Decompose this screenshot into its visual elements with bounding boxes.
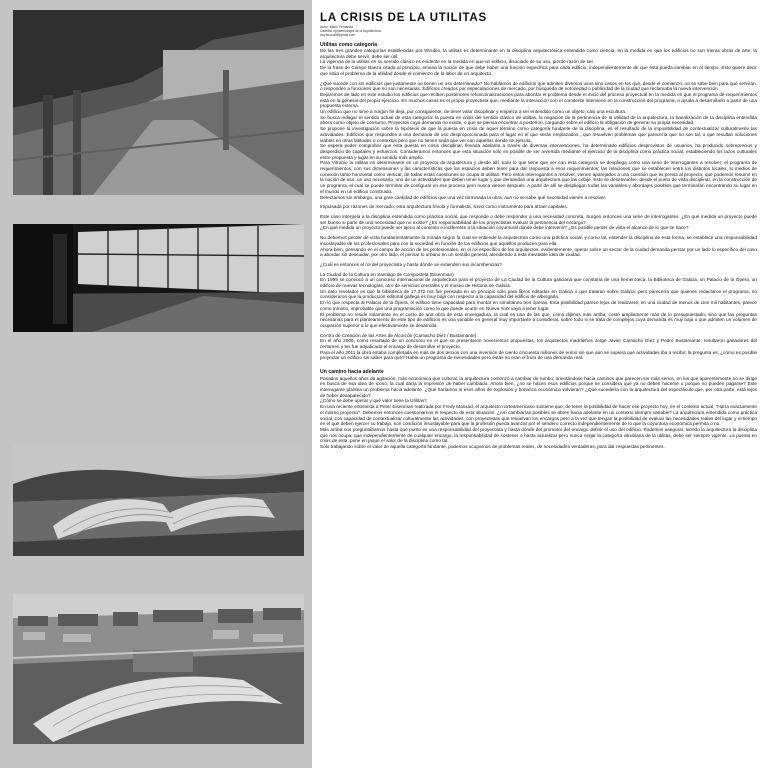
paragraph: ¿Cuál es entonces el rol del proyectista y hasta dónde se extienden sus incumbencias? xyxy=(320,261,502,267)
email-line[interactable]: arq.finosolit@gmail.com xyxy=(320,33,356,38)
paragraph: La Ciudad de la Cultura en Santiago de Compostela (Eisenman) xyxy=(320,271,454,277)
glazed-hall-interior-photo xyxy=(13,224,304,332)
document-title: LA CRISIS DE LA UTILITAS xyxy=(320,12,487,24)
paragraph: Dejaremos de lado en este estudio los edificios que reciben posteriores refuncionalizaciones para abordar el problema desde el inicio del proceso proyectual en la medida en que el programa de requerimientos está en la génesis del propio ejercicio. En muchos casos es el propio proyectista que, mediante la interacción con el comitente interviene en la construcción del programa, o ayuda a desarrollarlo a partir de una propuesta externa. xyxy=(320,91,757,109)
paragraph: Se busca indagar el sentido actual de esta categoría: la puesta en crisis del sentido clásico de utilitas, la negación de la pertinencia de la utilidad de la arquitectura, la banalización de la disciplina entendida ahora como objeto de consumo. Proyectos cuya demanda no existe, o que se piensa encontrar a posteriori, cargando sobre el edificio la obligación de generar su propia necesidad. xyxy=(320,114,757,126)
alcorcon-arts-center-aerial-photo xyxy=(13,594,304,744)
paragraph: De las tres grandes categorías establecidas por Vitrubio, la utilitas es determinante en la disciplina arquitectónica entendida como ciencia, en la medida en que los edificios no son meras obras de arte; la arquitectura debe servir, debe ser útil. xyxy=(320,48,757,59)
article-column xyxy=(320,12,757,764)
paragraph: De la frase de Campo Baeza citada al principio, emana la noción de que debe haber una función específica para cada edificio, independientemente de que ésta pueda cambiar en el tiempo. Esto quiere decir que sitúa el problema de la utilidad desde el comienzo de la labor de un arquitecto. xyxy=(320,65,757,76)
paragraph: Para Vitrubio la utilitas es determinante en un proyecto de arquitectura y desde allí, todo lo que tiene que ver con esta categoría se despliega como una serie de interrogantes a resolver; el programa de requerimientos, con sus dimensiones y las características que los espacios deben tener para dar respuesta a esos requerimientos; las relaciones que se establecen entre los distintos locales, lo medios de conexión tanto horizontal como vertical, de todas estas cuestiones se ocupa la utilitas. Pero estos interrogantes a resolver, vienen aparejados a una cuestión que es previa al proyecto, que podemos resumir en la noción de uso: un uso necesario, uno de un actividades que deben tener lugar y que demandan una arquitectura que las cobije. Esto se desenvuelve, desde el punto de vista disciplinar, en la construcción de un programa, el cual se puede terminar de configurar en ese proceso pero nunca vienen después. A partir de allí se despliegan todas las variables y abordajes posibles que terminarán encontrando su lugar en el mundo en un edificio construido. xyxy=(320,160,757,194)
paragraph: Impulsada por razones de mercado, esta arquitectura frívola y formalista, sirvió como instrumento para atraer capitales. xyxy=(320,204,569,210)
paragraph: Se espera poder comprobar que esta puesta en crisis disciplinar, llevada adelante a través de diversas intervenciones, ha determinado edificios desprovistos de usuarios, ha producido sobreprecios y desperdicio de capitales y esfuerzos. Consideramos entonces que esta situación sólo es posible de ser revertida mediante el ejercicio de la disciplina como práctica social, estableciendo los lazos culturales entre propuesta y lugar en su sentido más amplio. xyxy=(320,143,757,160)
paragraph: Pasados aquellos años de agitación, más económica que cultural, la arquitectura comenzó a cambiar de rumbo; orientándose hacia caminos que parecen ser más serios, en los que aparentemente no se dirige en busca de esa idea de icono, la cual daría la impresión de haber cambiado. Ahora bien, ¿no se hacen esos edificios porque se considera que ya no deben hacerse o porque no pueden pagarse? Este interrogante plantea un problema hacia adelante. ¿Qué haríamos si esos años de explosión y bonanza económica volvieran? ¿Qué sucedería con la arquitectura del espectáculo que, por otra parte, está lejos de haber desaparecido? xyxy=(320,375,757,398)
paragraph: ¿Cómo se debe operar y qué valor tiene la Utilitas? xyxy=(320,398,427,404)
course-line: Cátedra: epistemología de la Arquitectura. xyxy=(320,29,382,34)
article-body xyxy=(320,42,757,450)
paragraph: Un dato revelador es que la biblioteca de 17.372 m2 fue pensada en un principio sólo para libros editados en Galicia o que trataran sobre Galicia; pero parecería que quienes redactaron el programa, no consideraron que la producción editorial gallega es muy baja con respecto a la capacidad del edificio de albergarla. xyxy=(320,288,757,300)
paragraph: Centro de Creación de las Artes de Alcorcón (Camacho Diez / Bustamante) xyxy=(320,332,477,338)
paragraph: Este caso interpela a la disciplina entendida como práctica social, que responde o debe responder a una necesidad concreta. Surgen entonces una serie de interrogantes. ¿En qué medida un proyecto puede ser bueno si parte de una necesidad que no existe? ¿Es responsabilidad de los proyectistas evaluar la pertinencia del encargo? xyxy=(320,214,757,225)
paragraph-gap xyxy=(320,361,757,365)
concrete-interior-overhang-photo xyxy=(13,10,304,195)
section-heading: Utilitas como categoría xyxy=(320,41,378,48)
paragraph: Ahora bien, pensando en el campo de acción de los profesionales, en el rol específico de los arquitectos, evidentemente, operar sobre un sector de la ciudad demanda pensar por un lado lo específico del caso a abordar sin descuidar, por otro lado, el pensar lo urbano en un sentido general, atendiendo a esta inevitable idea de ciudad. xyxy=(320,246,757,258)
paragraph: En lo que respecta al Palacio de la Ópera, el edificio tiene capacidad para montar en simultáneo tres óperas. Esta posibilidad parece lejos de realizarse; en una ciudad de menos de cien mil habitantes, parece como mínimo, improbable que una programación como la que puede ocurrir en Nueva York vaya a tener lugar. xyxy=(320,300,757,311)
paragraph: ¿En qué medida un proyecto puede ser ajeno al contexto e indiferente a la situación coyuntural donde debe intervenir? ¿Es posible perder de vista el alcance de lo que se hace? xyxy=(320,225,689,231)
paragraph: ¿Qué sucede con los edificios que justamente no tienen un uso determinado? No hablamos de edificios que admiten diversos usos sino casos en los que, desde el comienzo, no se sabe bien para qué servirán, o responden a funciones que no son necesarias. Edificios creados por especulaciones de mercado, por búsqueda de notoriedad o publicidad de la ciudad que reclamaba la nueva intervención. xyxy=(320,80,757,92)
paragraph: Para el año 2011 la obra estaba completada en más de dos tercios con una inversión de ciento cincuenta millones de euros sin que aún se supiera qué actividades iba a recibir; la pregunta es, ¿cómo es posible proyectar un edificio sin saber para qué? Habla un programa de necesidades pero éstas no eran el fruto de una demanda real. xyxy=(320,349,757,361)
photo-column xyxy=(0,0,312,768)
paragraph: No debemos perder de vista fundamentalmente la mirada según la cual se entiende la arquitectura como una práctica social, y como tal, entender la disciplina de esta forma, se establece una responsabilidad insoslayable de los profesionales para con la sociedad en función de los edificios que aquellos producen para ella. xyxy=(320,235,757,246)
paragraph: Se propone la investigación sobre la hipótesis de que la puesta en crisis de aquel término como categoría fundante de la disciplina, es el resultado de la imposibilidad de contextualizar culturalmente las actividades. Edificios que responden a una demanda de uso desproporcionada para el lugar en el que serán emplazados , que resuelven problemas que parecería que no son tal, o que resultan soluciones viables en otras latitudes o contextos pero que no tienen nada que ver con aquellos donde se ejecuta. xyxy=(320,126,757,143)
paragraph: En el año 2005, como resultado de un concurso en el que se presentaron novecientos propuestas, los arquitectos madrileños Jorge Javier Camacho Díez y Pedro Bustamante, resultaron ganadores del certamen y les fue adjudicado el encargo de desarrollar el proyecto. xyxy=(320,338,757,350)
paragraph: Detectamos sin embargo, una gran cantidad de edificios que una vez terminada la obra, aun no se sabe qué necesidad vienen a resolver. xyxy=(320,194,607,200)
paragraph: Un edificio que no sirve a ningún fin deja, por consiguiente, de tener valor disciplinar y empieza a ser entendido como un objeto, casi una escultura. xyxy=(320,109,627,115)
paragraph: En una reciente entrevista a Peter Eisenman realizada por Fredy Massad, el arquitecto norteamericano sostiene que, de tener la posibilidad de hacer ese proyecto hoy, en el contexto actual, "Haría exactamente el mismo proyecto". Debemos entonces cuestionarnos el respecto de esta situación. ¿Así cambiarían posibles se abren hacia adelante en un contexto siempre variable? La arquitectura entendida como práctica social, con capacidad de contextualizar culturalmente las actividades, con proyectistas que resuelvan los encargos pero a la vez que tengan la posibilidad de evaluar las necesidades reales del lugar y el tiempo en el que deben ejercer su trabajo, son condición insoslayable para que la profesión pueda avanzar por el sendero correcto independientemente de lo que la coyuntura económica permita o no. xyxy=(320,404,757,427)
paragraph: Sólo trabajando sobre el valor de aquella categoría fundante, podemos ocuparnos de problemas reales, de necesidades verdaderas, para dar respuestas pertinentes. xyxy=(320,444,665,450)
author-line: Autor: Mario Fernanda xyxy=(320,25,353,29)
section-heading: Un camino hacia adelante xyxy=(320,369,384,376)
paragraph: La vigencia de la utilitas en su sentido clásico es evidente en la medida en que un edificio, disociado de su uso, pierde razón de ser. xyxy=(320,59,595,65)
paragraph: En 1999 se convocó a un concurso internacional de arquitectura para el proyecto de La Ciudad de la Cultura galiciana que constaría de una hemeroteca, la Biblioteca de Galicia, un Palacio de la Ópera, un edificio de nuevas tecnologías, otro de servicios centrales y el museo de Historia de Galicia. xyxy=(320,277,757,289)
ciudad-de-la-cultura-aerial-photo xyxy=(13,444,304,556)
paragraph: El problema no reside solamente en el costo de una obra de esta envergadura, la cual es una de las que, como dijimos más arriba, costó ampliamente más de lo presupuestado, sino que las preguntas necesarias para el planteamiento de este tipo de edificios es una variable en general muy importante a considerar, sobre todo si se trata de complejos cuya demanda es muy baja o que admiten un volumen de ocupación superior a lo que efectivamente se desarrolla. xyxy=(320,311,757,328)
paragraph: Más arriba nos preguntábamos hasta qué punto es una responsabilidad del proyectista y hasta dónde del promotor del encargo definir el uso del edificio. Podemos asegurar, siendo la arquitectura la disciplina que nos ocupa, que independientemente de cualquier encargo, la responsabilidad de sostener o hasta actualizar pero nunca negar la categoría vitrubiana de la utilitas, debe ser siempre vigente. La puesta en crisis de esta, pone en jaque el valor de la disciplina como tal. xyxy=(320,426,757,444)
